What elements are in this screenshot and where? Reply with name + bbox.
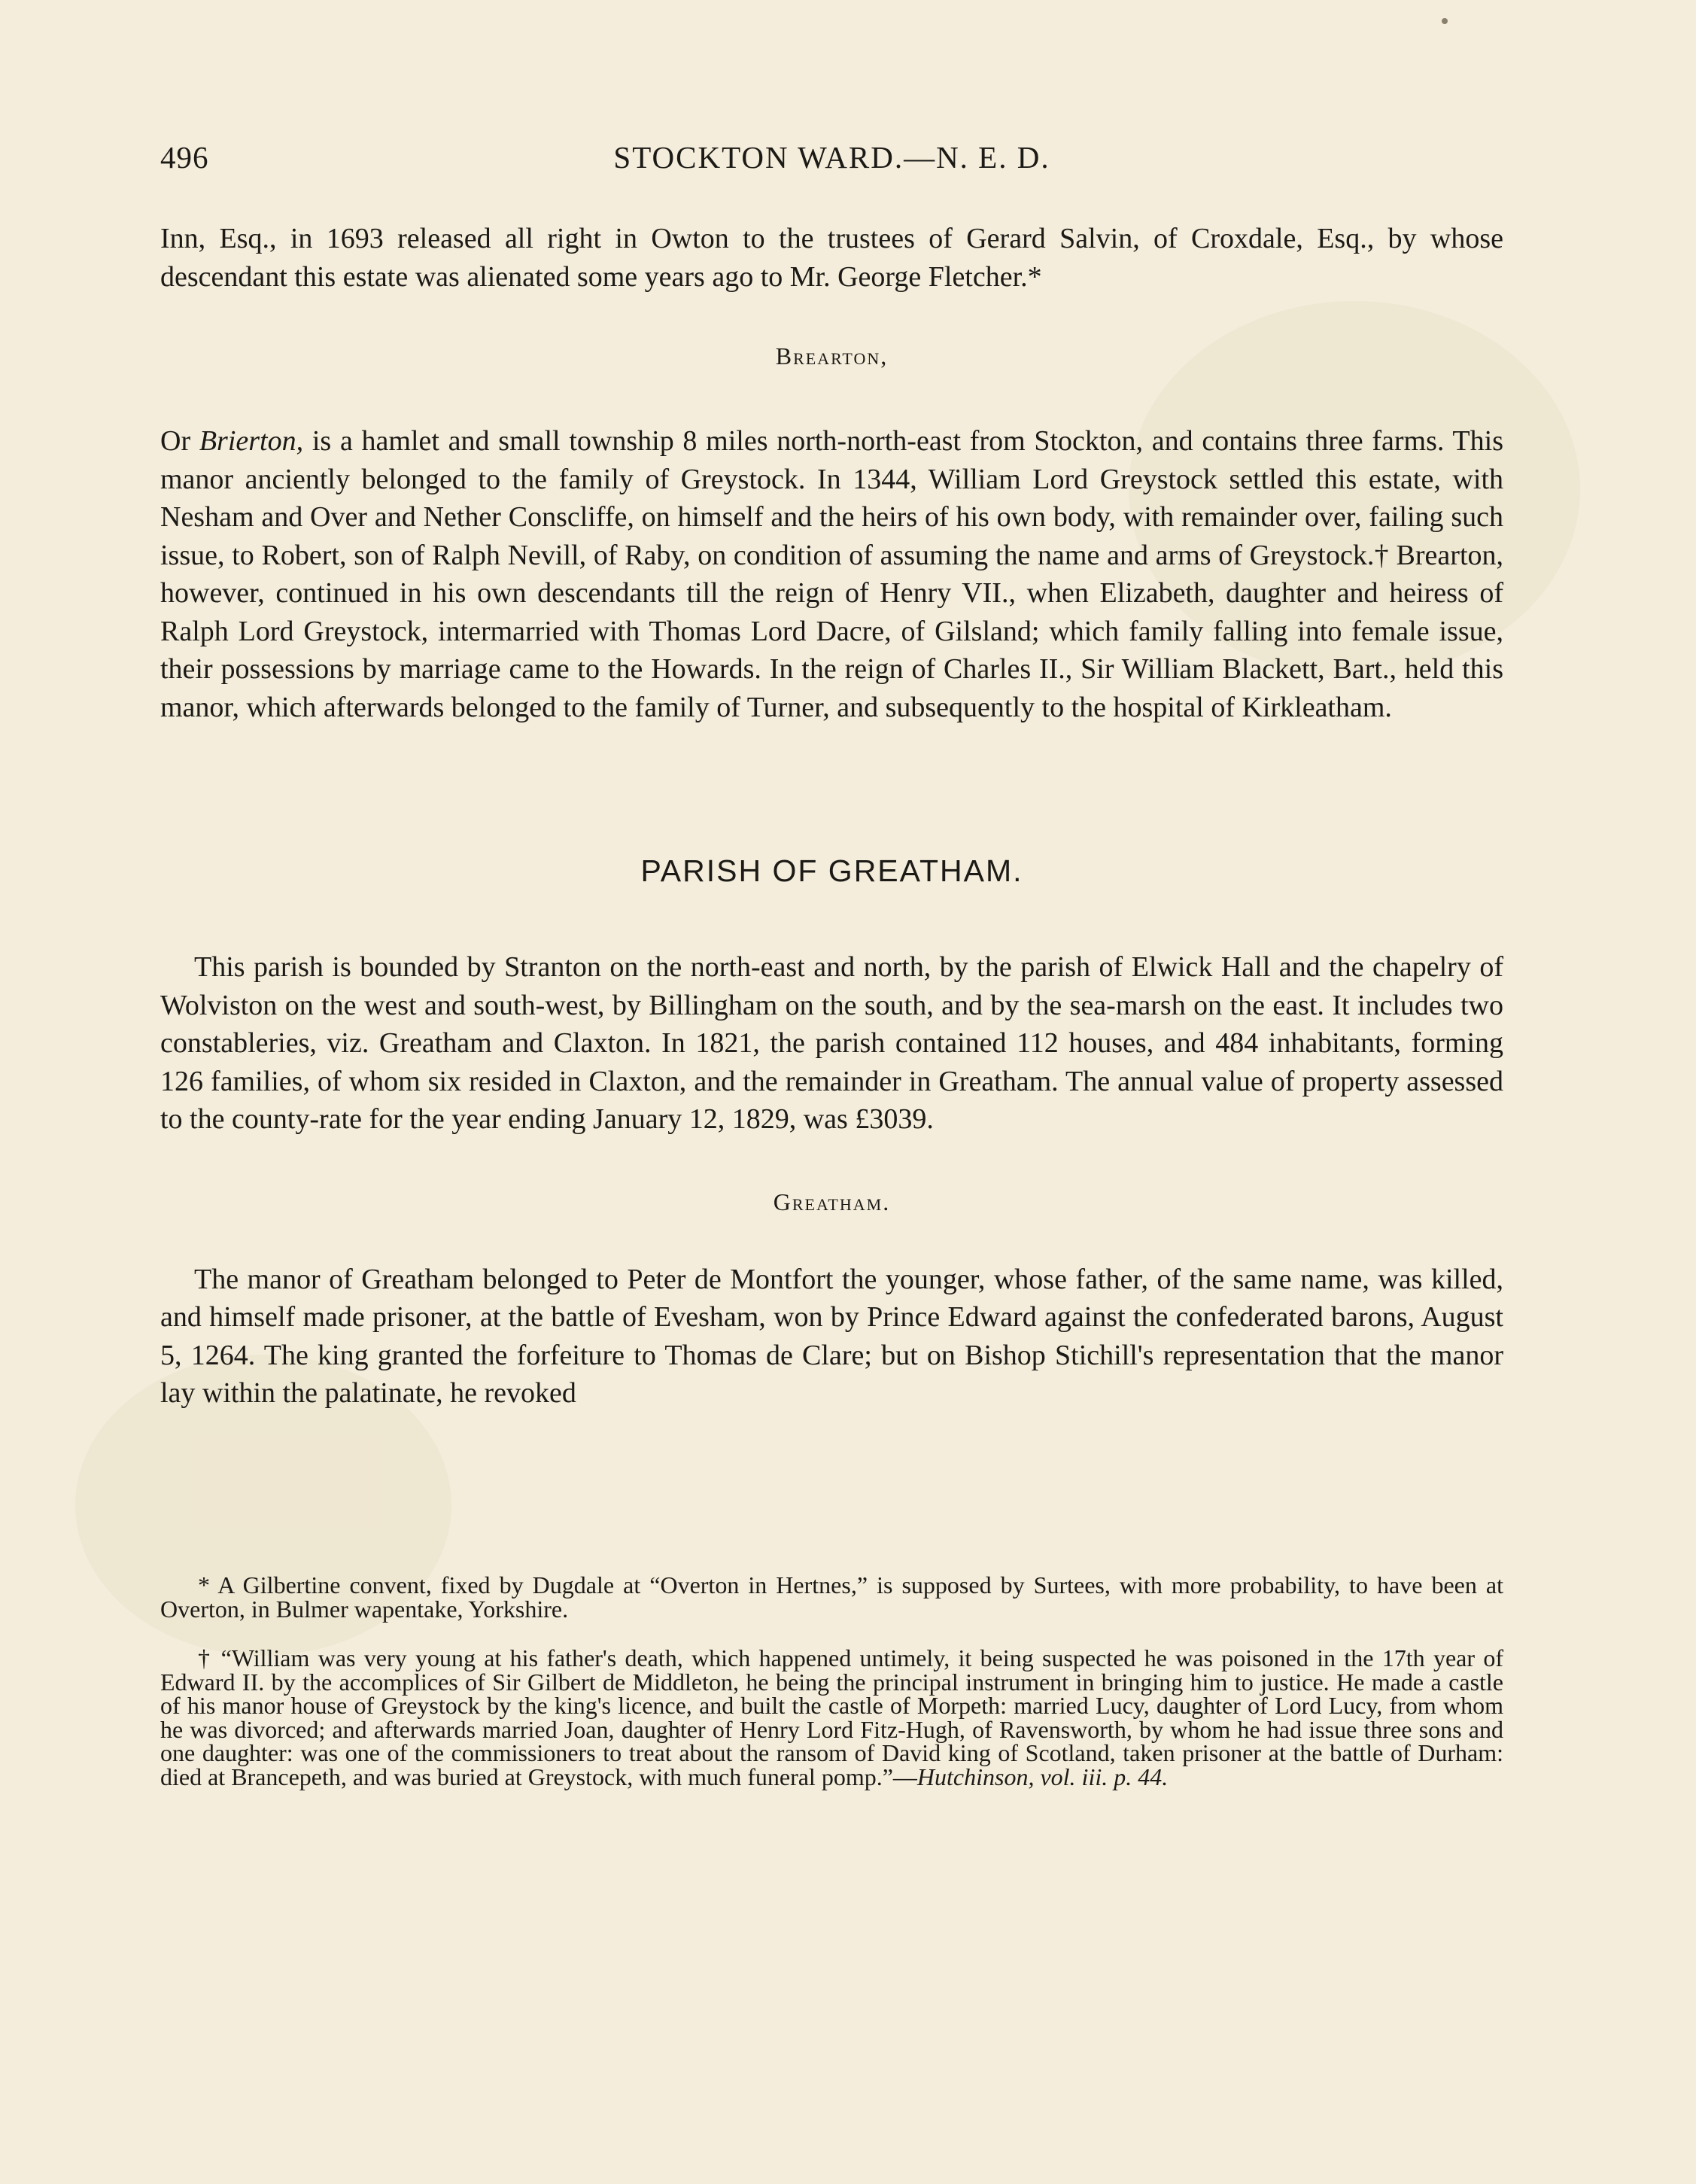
footnote-convent: * A Gilbertine convent, fixed by Dugdale at “Overton in Hertnes,” is supposed by Surtees, with more probability, to have been at Overton, in Bulmer wapentake, Yorkshire. [160,1571,1503,1623]
running-head: STOCKTON WARD.—N. E. D. [613,140,1050,175]
brearton-lead: Or [160,425,199,457]
page-number: 496 [160,140,209,175]
brearton-alias: Brierton, [199,425,304,457]
footnotes [160,1571,1503,1790]
footnote-citation: Hutchinson, vol. iii. p. 44. [916,1763,1169,1790]
brearton-paragraph [160,422,1503,726]
page-header [160,139,1503,184]
footnote-william [160,1644,1503,1790]
footnote-william-text: † “William was very young at his father's death, which happened untimely, it being suspected he was poisoned in the 17th year of Edward II. by the accomplices of Sir Gilbert de Middleton, he being the principal instrument in bringing him to justice. He made a castle of his manor house of Greystock by the king's licence, and built the castle of Morpeth: married Lucy, daughter of Lord Lucy, from whom he was divorced; and afterwards married Joan, daughter of Henry Lord Fitz-Hugh, of Ravensworth, by whom he had issue three sons and one daughter: was one of the commissioners to treat about the ransom of David king of Scotland, taken prisoner at the battle of Durham: died at Brancepeth, and was buried at Greystock, with much funeral pomp.”— [160,1644,1503,1790]
greatham-heading: Greatham. [773,1188,891,1215]
ink-speck [1442,18,1448,24]
brearton-heading: Brearton, [775,342,889,370]
brearton-text: is a hamlet and small township 8 miles north-north-east from Stockton, and contains three farms. This manor anciently belonged to the family of Greystock. In 1344, William Lord Greystock settled this estate, with Nesham and Over and Nether Conscliffe, on himself and the heirs of his own body, with remainder over, failing such issue, to Robert, son of Ralph Nevill, of Raby, on condition of assuming the name and arms of Greystock.† Brearton, however, continued in his own descendants till the reign of Henry VII., when Elizabeth, daughter and heiress of Ralph Lord Greystock, intermarried with Thomas Lord Dacre, of Gilsland; which family falling into female issue, their possessions by marriage came to the Howards. In the reign of Charles II., Sir William Blackett, Bart., held this manor, which afterwards belonged to the family of Turner, and subsequently to the hospital of Kirkleatham. [160,425,1503,723]
parish-paragraph: This parish is bounded by Stranton on the north-east and north, by the parish of Elwick Hall and the chapelry of Wolviston on the west and south-west, by Billingham on the south, and by the sea-marsh on the east. It includes two constableries, viz. Greatham and Claxton. In 1821, the parish contained 112 houses, and 484 inhabitants, forming 126 families, of whom six resided in Claxton, and the remainder in Greatham. The annual value of property assessed to the county-rate for the year ending January 12, 1829, was £3039. [160,951,1503,1135]
opening-paragraph: Inn, Esq., in 1693 released all right in Owton to the trustees of Gerard Salvin, of Croxdale, Esq., by whose descendant this estate was alienated some years ago to Mr. George Fletcher.* [160,223,1503,293]
parish-title: PARISH OF GREATHAM. [640,853,1023,888]
main-text [160,220,1503,1413]
greatham-paragraph: The manor of Greatham belonged to Peter de Montfort the younger, whose father, of the same name, was killed, and himself made prisoner, at the battle of Evesham, won by Prince Edward against the confederated barons, August 5, 1264. The king granted the forfeiture to Thomas de Clare; but on Bishop Stichill's representation that the manor lay within the palatinate, he revoked [160,1263,1503,1409]
